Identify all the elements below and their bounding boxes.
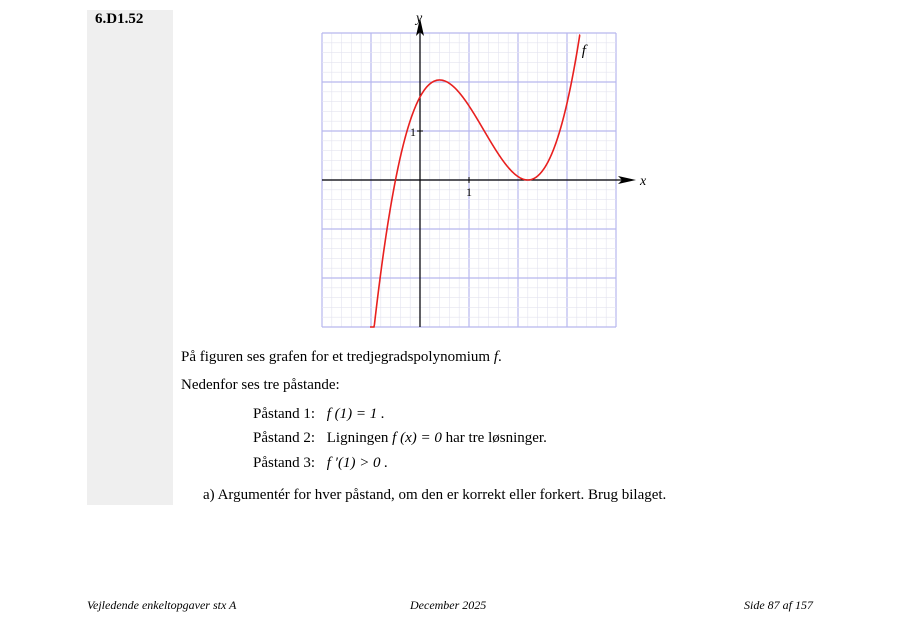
y-axis-label: y bbox=[416, 11, 423, 26]
claim-2-text-end: har tre løsninger. bbox=[445, 430, 547, 446]
question-a: a) Argumentér for hver påstand, om den er korrekt eller forkert. Brug bilaget. bbox=[203, 487, 667, 503]
footer-left: Vejledende enkeltopgaver stx A bbox=[87, 598, 237, 612]
function-curve bbox=[370, 35, 585, 327]
claim-3 bbox=[253, 455, 388, 472]
intro-line-2: Nedenfor ses tre påstande: bbox=[181, 377, 340, 393]
y-tick-label: 1 bbox=[410, 125, 416, 139]
function-graph bbox=[310, 8, 647, 333]
x-axis-label: x bbox=[640, 174, 647, 189]
footer-right: Side 87 af 157 bbox=[744, 598, 813, 612]
intro-text: På figuren ses grafen for et tredjegradspolynomium f. bbox=[181, 349, 502, 365]
claim-1 bbox=[253, 406, 385, 423]
claim-1-label: Påstand 1: bbox=[253, 406, 316, 422]
claim-3-label: Påstand 3: bbox=[253, 455, 316, 471]
claim-2-label: Påstand 2: bbox=[253, 430, 316, 446]
footer-center: December 2025 bbox=[410, 598, 487, 612]
claim-2-text: Ligningen bbox=[326, 430, 389, 446]
claim-1-math: f (1) = 1 . bbox=[326, 406, 385, 422]
task-sidebar bbox=[87, 10, 173, 505]
claim-2 bbox=[253, 430, 547, 447]
intro-variable: f bbox=[493, 349, 498, 365]
x-tick-label: 1 bbox=[466, 185, 472, 199]
task-id: 6.D1.52 bbox=[95, 11, 144, 27]
function-label: f bbox=[581, 43, 586, 59]
claim-3-math: f ′(1) > 0 . bbox=[326, 455, 389, 471]
intro-line-1: På figuren ses grafen for et tredjegradspolynomium bbox=[181, 349, 491, 365]
claim-2-math: f (x) = 0 bbox=[392, 430, 442, 446]
